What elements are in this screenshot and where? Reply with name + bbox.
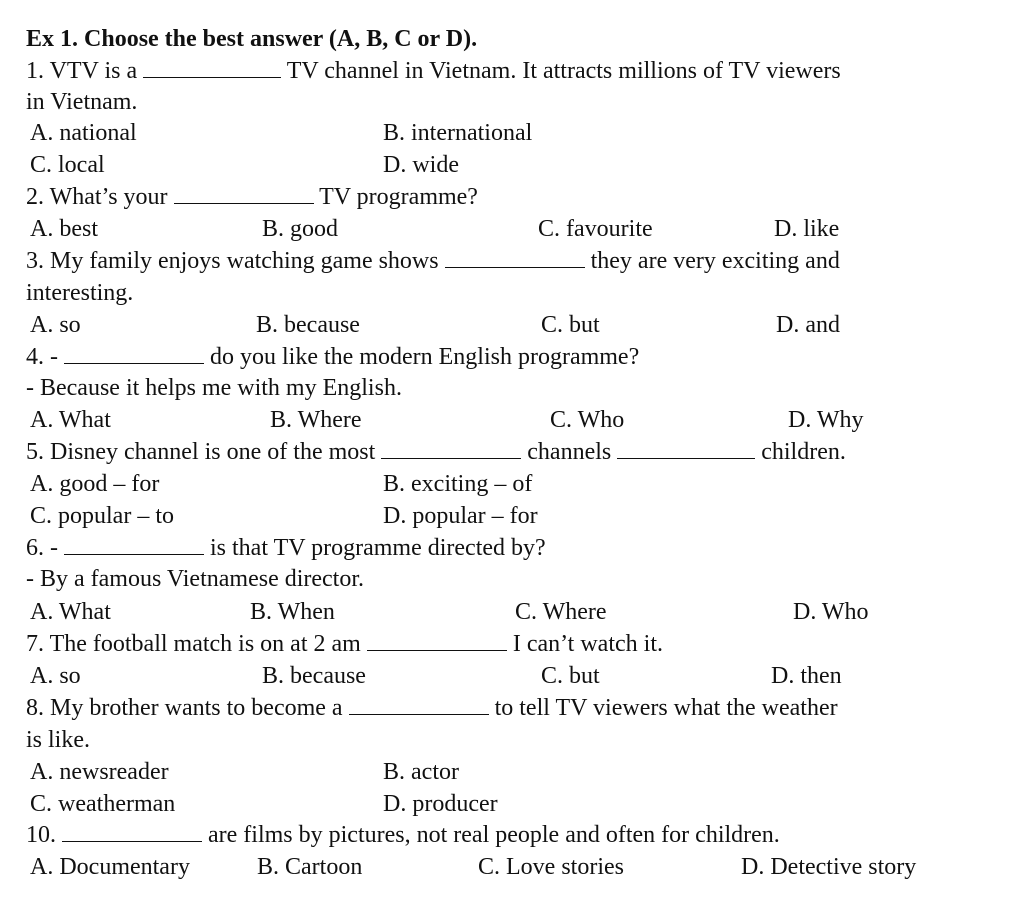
option-a: A. best [30, 216, 98, 242]
question-4 [26, 342, 639, 372]
exercise-title: Ex 1. Choose the best answer (A, B, C or D). [26, 26, 478, 52]
answer-blank [349, 713, 489, 715]
question-6-text-b: is that TV programme directed by? [210, 535, 546, 561]
option-c: C. Where [515, 599, 607, 625]
option-a: A. national [30, 120, 137, 146]
option-c: C. popular – to [30, 503, 174, 529]
question-8-text-b: to tell TV viewers what the weather [494, 695, 838, 721]
question-2 [26, 182, 478, 212]
question-8 [26, 693, 838, 723]
option-b: B. Where [270, 407, 362, 433]
option-a: A. What [30, 407, 111, 433]
answer-blank [64, 362, 204, 364]
question-8-text-a: 8. My brother wants to become a [26, 695, 343, 721]
answer-blank [617, 457, 755, 459]
option-b: B. Cartoon [257, 854, 363, 880]
option-d: D. popular – for [383, 503, 538, 529]
answer-blank [143, 76, 281, 78]
option-d: D. Why [788, 407, 864, 433]
question-2-text-a: 2. What’s your [26, 184, 168, 210]
option-c: C. Love stories [478, 854, 624, 880]
question-3 [26, 246, 840, 276]
question-7-text-a: 7. The football match is on at 2 am [26, 631, 361, 657]
option-b: B. When [250, 599, 335, 625]
question-4-text-a: 4. - [26, 344, 58, 370]
question-1-text-b: TV channel in Vietnam. It attracts millions of TV viewers [286, 58, 841, 84]
question-1 [26, 56, 841, 86]
option-b: B. international [383, 120, 533, 146]
option-c: C. weatherman [30, 791, 176, 817]
option-d: D. like [774, 216, 840, 242]
option-b: B. actor [383, 759, 459, 785]
option-c: C. but [541, 312, 600, 338]
question-5-text-c: children. [761, 439, 846, 465]
option-d: D. producer [383, 791, 498, 817]
question-2-text-b: TV programme? [319, 184, 478, 210]
question-7-text-b: I can’t watch it. [512, 631, 663, 657]
answer-blank [381, 457, 521, 459]
question-8-text-c: is like. [26, 727, 90, 753]
question-1-text-c: in Vietnam. [26, 89, 138, 115]
question-10-text-b: are films by pictures, not real people and often for children. [208, 822, 780, 848]
option-d: D. Detective story [741, 854, 917, 880]
option-c: C. Who [550, 407, 625, 433]
question-7 [26, 629, 663, 659]
question-4-text-b: do you like the modern English programme? [210, 344, 640, 370]
answer-blank [445, 266, 585, 268]
answer-blank [62, 840, 202, 842]
question-10 [26, 820, 780, 850]
option-a: A. so [30, 663, 81, 689]
option-b: B. because [262, 663, 366, 689]
question-3-text-a: 3. My family enjoys watching game shows [26, 248, 439, 274]
option-d: D. Who [793, 599, 869, 625]
option-a: A. good – for [30, 471, 160, 497]
option-a: A. What [30, 599, 111, 625]
question-3-text-c: interesting. [26, 280, 134, 306]
option-c: C. favourite [538, 216, 653, 242]
option-a: A. Documentary [30, 854, 190, 880]
option-a: A. so [30, 312, 81, 338]
option-c: C. local [30, 152, 105, 178]
answer-blank [367, 649, 507, 651]
question-6-text-a: 6. - [26, 535, 58, 561]
option-d: D. wide [383, 152, 459, 178]
option-d: D. and [776, 312, 840, 338]
option-c: C. but [541, 663, 600, 689]
answer-blank [64, 553, 204, 555]
question-3-text-b: they are very exciting and [590, 248, 840, 274]
option-a: A. newsreader [30, 759, 169, 785]
option-b: B. exciting – of [383, 471, 533, 497]
question-10-text-a: 10. [26, 822, 56, 848]
question-5-text-b: channels [527, 439, 612, 465]
question-1-text-a: 1. VTV is a [26, 58, 138, 84]
question-5 [26, 437, 846, 467]
question-6-text-c: - By a famous Vietnamese director. [26, 566, 365, 592]
question-5-text-a: 5. Disney channel is one of the most [26, 439, 376, 465]
question-6 [26, 533, 546, 563]
option-b: B. because [256, 312, 360, 338]
option-d: D. then [771, 663, 842, 689]
question-4-text-c: - Because it helps me with my English. [26, 375, 402, 401]
option-b: B. good [262, 216, 339, 242]
answer-blank [174, 202, 314, 204]
